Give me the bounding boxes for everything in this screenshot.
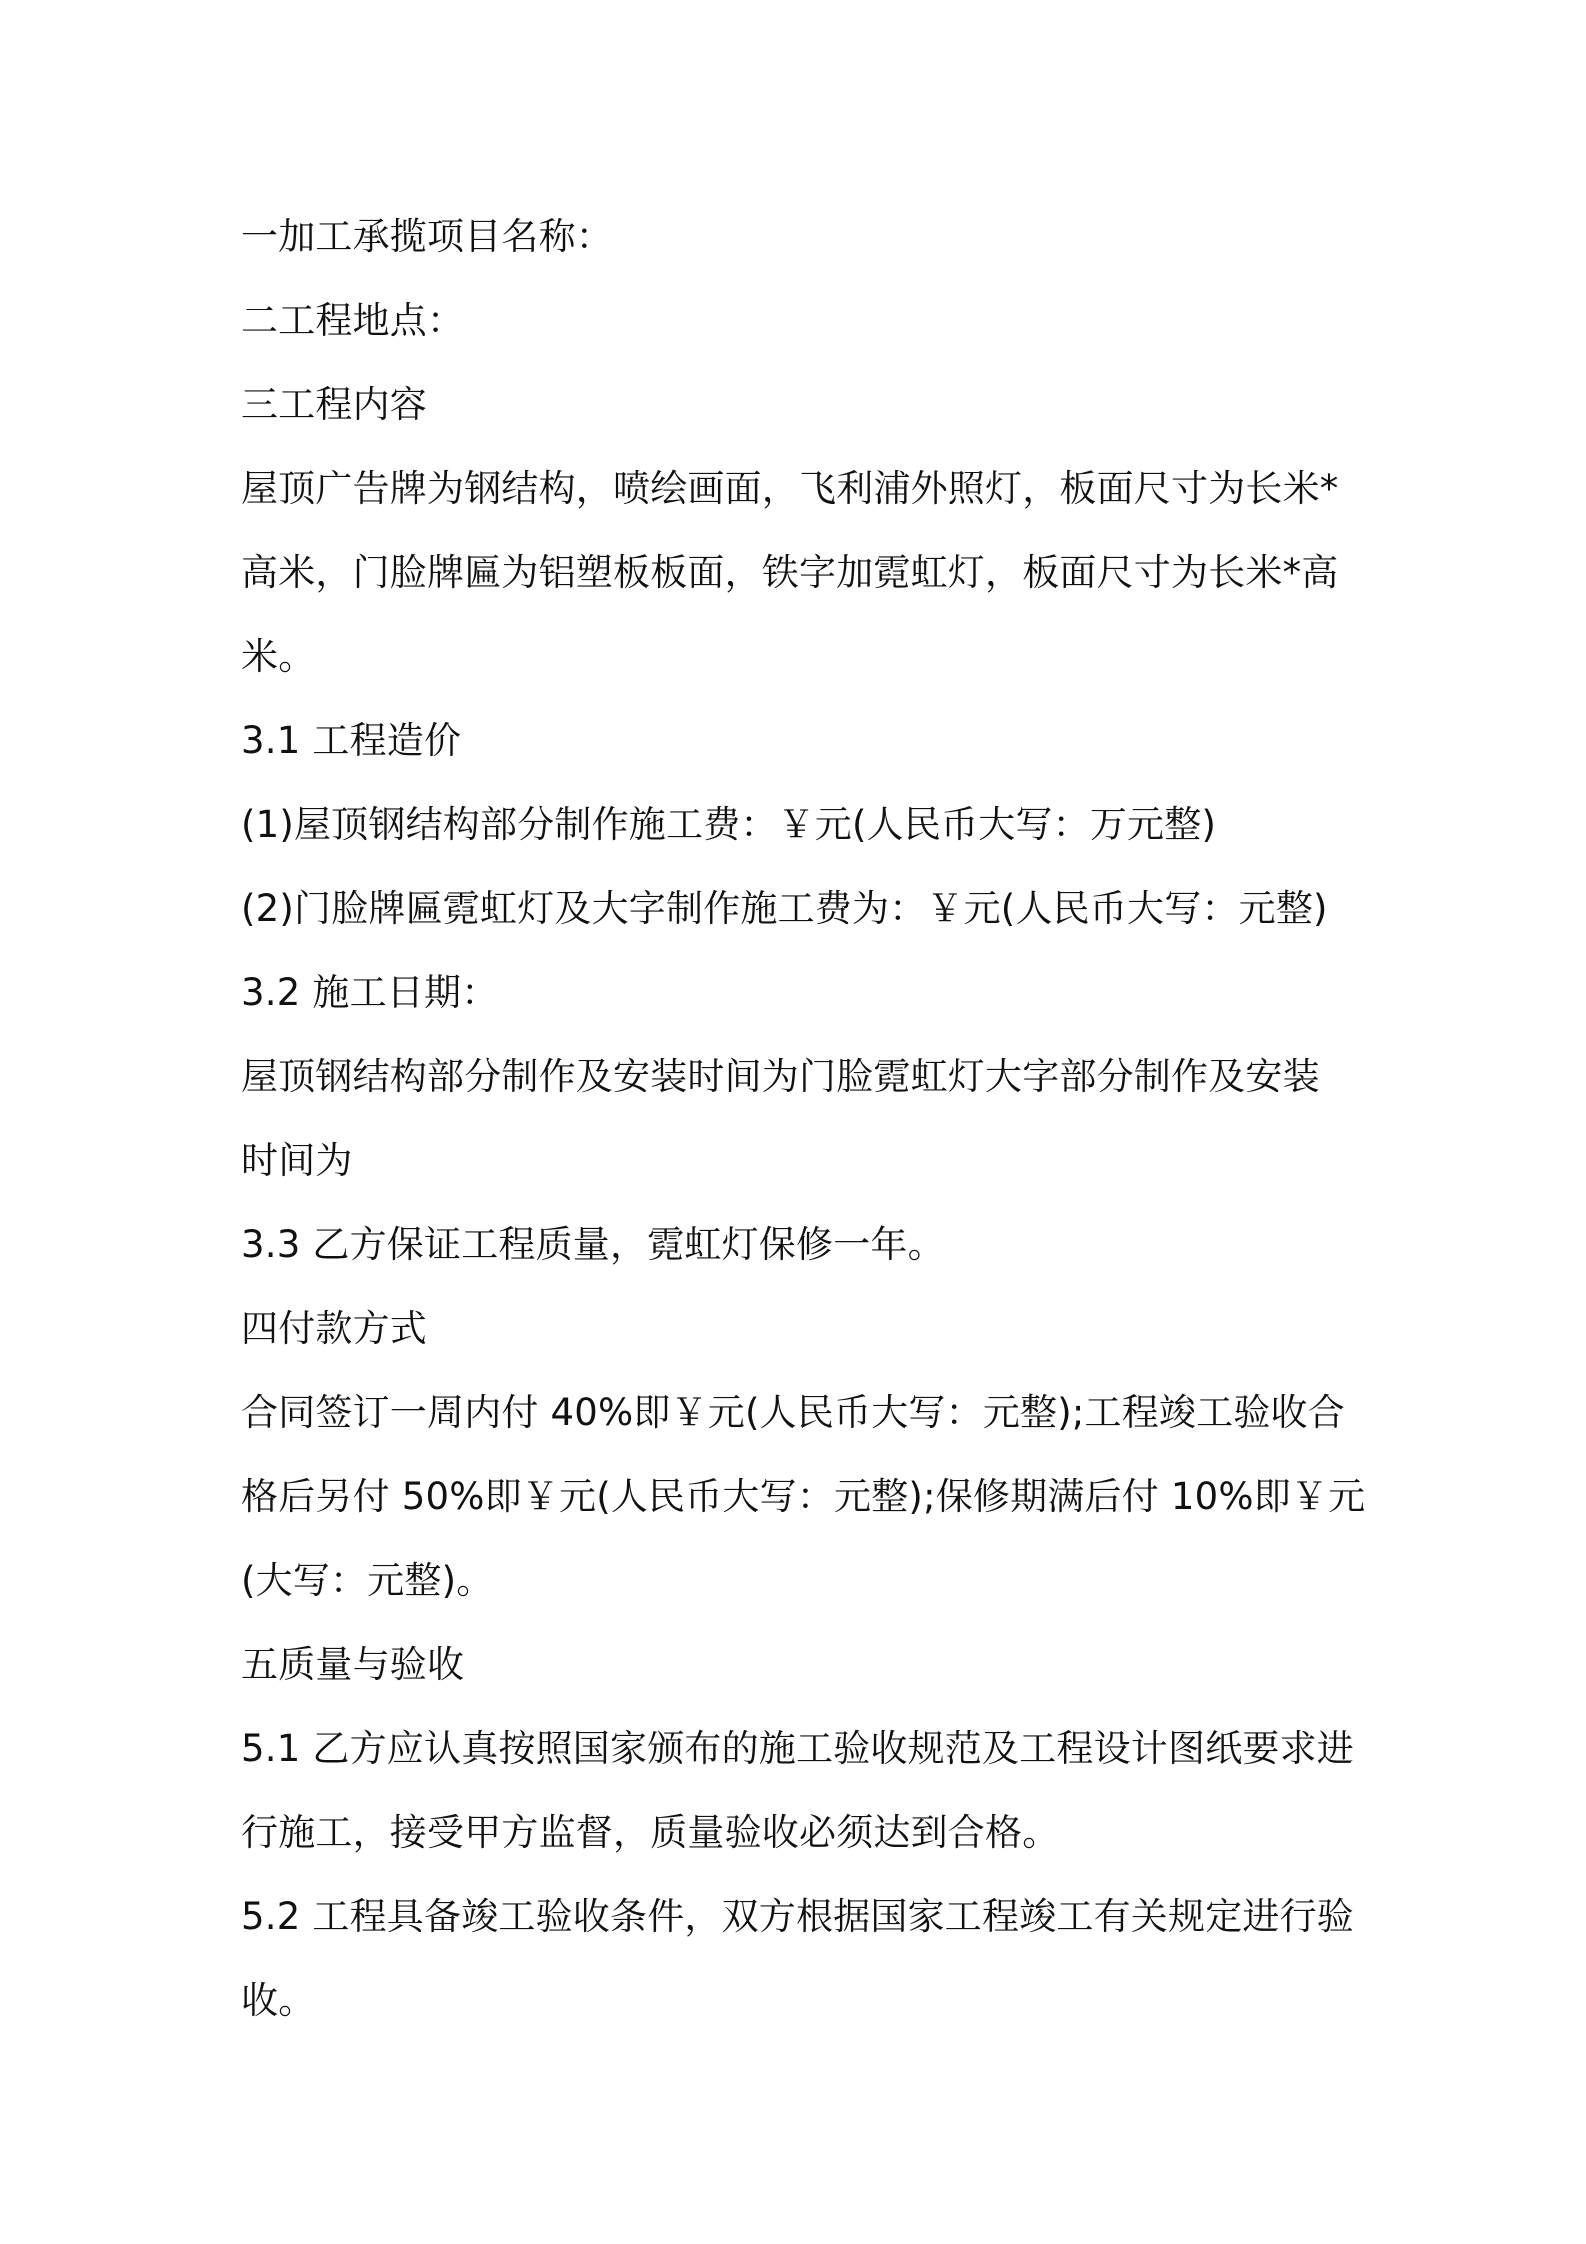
section-heading-quality-acceptance: 五质量与验收 xyxy=(241,1643,465,1686)
paragraph-line: 格后另付 50%即￥元(人民币大写：元整);保修期满后付 10%即￥元 xyxy=(241,1475,1366,1518)
paragraph-line: 米。 xyxy=(241,635,316,678)
paragraph-line: 收。 xyxy=(241,1979,316,2022)
paragraph-line: 合同签订一周内付 40%即￥元(人民币大写：元整);工程竣工验收合 xyxy=(241,1391,1345,1434)
subsection-quality-warranty: 3.3 乙方保证工程质量，霓虹灯保修一年。 xyxy=(241,1223,945,1266)
cost-item-2: (2)门脸牌匾霓虹灯及大字制作施工费为：￥元(人民币大写：元整) xyxy=(241,887,1328,930)
subsection-heading-schedule: 3.2 施工日期： xyxy=(241,971,499,1014)
document-body xyxy=(241,195,1366,2043)
paragraph-line: 屋顶钢结构部分制作及安装时间为门脸霓虹灯大字部分制作及安装 xyxy=(241,1055,1320,1098)
subsection-heading-cost: 3.1 工程造价 xyxy=(241,719,462,762)
paragraph-line: 5.1 乙方应认真按照国家颁布的施工验收规范及工程设计图纸要求进 xyxy=(241,1727,1355,1770)
section-heading-location: 二工程地点： xyxy=(241,299,465,342)
cost-item-1: (1)屋顶钢结构部分制作施工费：￥元(人民币大写：万元整) xyxy=(241,803,1217,846)
paragraph-line: 屋顶广告牌为钢结构，喷绘画面，飞利浦外照灯，板面尺寸为长米* xyxy=(241,467,1339,510)
paragraph-line: 行施工，接受甲方监督，质量验收必须达到合格。 xyxy=(241,1811,1060,1854)
paragraph-line: 时间为 xyxy=(241,1139,353,1182)
paragraph-line: 5.2 工程具备竣工验收条件，双方根据国家工程竣工有关规定进行验 xyxy=(241,1895,1355,1938)
paragraph-line: 高米，门脸牌匾为铝塑板板面，铁字加霓虹灯，板面尺寸为长米*高 xyxy=(241,551,1339,594)
section-heading-payment: 四付款方式 xyxy=(241,1307,427,1350)
section-heading-project-name: 一加工承揽项目名称： xyxy=(241,215,613,258)
section-heading-content: 三工程内容 xyxy=(241,383,427,426)
paragraph-line: (大写：元整)。 xyxy=(241,1559,494,1602)
